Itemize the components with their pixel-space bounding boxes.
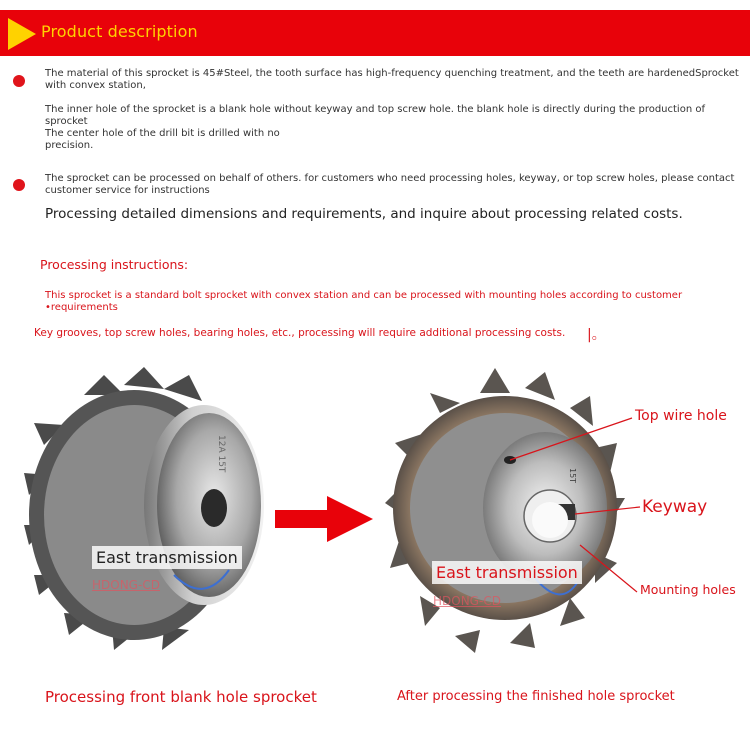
caption-finished-hole: After processing the finished hole sprocket: [397, 689, 675, 704]
caption-blank-hole: Processing front blank hole sprocket: [45, 688, 317, 706]
emphasis-text: Processing detailed dimensions and requirements, and inquire about processing related costs.: [45, 206, 683, 222]
description-line-2: with convex station,: [45, 80, 146, 91]
description-line-1: The material of this sprocket is 45#Steel, the tooth surface has high-frequency quenching treatment, and the teeth are hardenedSprocket: [45, 68, 739, 79]
watermark: East transmission: [432, 561, 582, 584]
callout-mounting-holes: Mounting holes: [640, 582, 736, 597]
page-title: Product description: [41, 22, 198, 41]
description-line-6: The sprocket can be processed on behalf of others. for customers who need processing holes, keyway, or top screw holes, please contact: [45, 173, 735, 184]
processing-title: Processing instructions:: [40, 257, 189, 272]
watermark-sub: HDONG-CD: [433, 594, 501, 608]
description-line-7: customer service for instructions: [45, 185, 210, 196]
description-line-4: The center hole of the drill bit is drilled with no: [45, 128, 280, 139]
processing-mark: |。: [587, 327, 606, 343]
processing-line-1: This sprocket is a standard bolt sprocket with convex station and can be processed with mounting holes according to customer •requirements: [45, 290, 683, 313]
processing-line-3: Key grooves, top screw holes, bearing holes, etc., processing will require additional processing costs.: [34, 327, 566, 339]
engraving: 15T: [568, 468, 577, 484]
watermark: East transmission: [92, 546, 242, 569]
callout-keyway: Keyway: [642, 497, 708, 517]
callout-top-wire-hole: Top wire hole: [635, 408, 727, 424]
engraving: 12A 15T: [216, 435, 226, 473]
description-line-3: The inner hole of the sprocket is a blank hole without keyway and top screw hole. the blank hole is directly during the production of sprocket: [45, 104, 705, 127]
watermark-sub: HDONG-CD: [92, 578, 160, 592]
description-line-5: precision.: [45, 140, 94, 151]
